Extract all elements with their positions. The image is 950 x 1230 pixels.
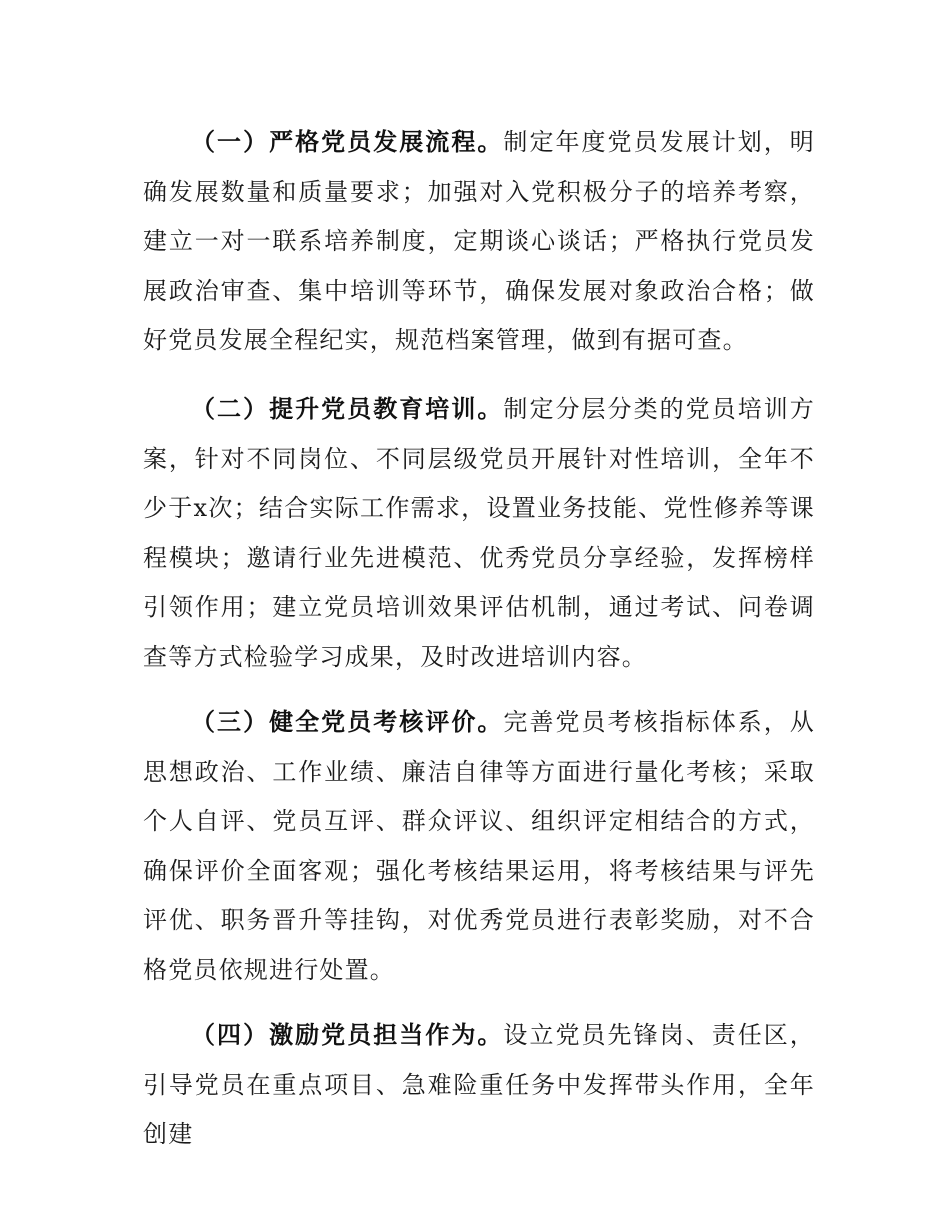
section-body-4: 设立党员先锋岗、责任区，引导党员在重点项目、急难险重任务中发挥带头作用，全年创建 xyxy=(143,1021,815,1148)
section-paragraph-3 xyxy=(143,698,815,995)
section-paragraph-1 xyxy=(143,118,815,366)
section-paragraph-2 xyxy=(143,385,815,682)
section-heading-4: （四）激励党员担当作为。 xyxy=(191,1021,504,1049)
section-heading-1: （一）严格党员发展流程。 xyxy=(191,128,504,156)
section-body-3: 完善党员考核指标体系，从思想政治、工作业绩、廉洁自律等方面进行量化考核；采取个人自评、党员互评、群众评议、组织评定相结合的方式，确保评价全面客观；强化考核结果运用，将考核结果与评先评优、职务晋升等挂钩，对优秀党员进行表彰奖励，对不合格党员依规进行处置。 xyxy=(143,708,815,984)
section-paragraph-4 xyxy=(143,1011,815,1160)
section-heading-3: （三）健全党员考核评价。 xyxy=(191,708,504,736)
section-body-1: 制定年度党员发展计划，明确发展数量和质量要求；加强对入党积极分子的培养考察，建立一对一联系培养制度，定期谈心谈话；严格执行党员发展政治审查、集中培训等环节，确保发展对象政治合格；做好党员发展全程纪实，规范档案管理，做到有据可查。 xyxy=(143,128,815,354)
section-body-2: 制定分层分类的党员培训方案，针对不同岗位、不同层级党员开展针对性培训，全年不少于x次；结合实际工作需求，设置业务技能、党性修养等课程模块；邀请行业先进模范、优秀党员分享经验，发挥榜样引领作用；建立党员培训效果评估机制，通过考试、问卷调查等方式检验学习成果，及时改进培训内容。 xyxy=(143,395,815,671)
section-heading-2: （二）提升党员教育培训。 xyxy=(191,395,504,423)
